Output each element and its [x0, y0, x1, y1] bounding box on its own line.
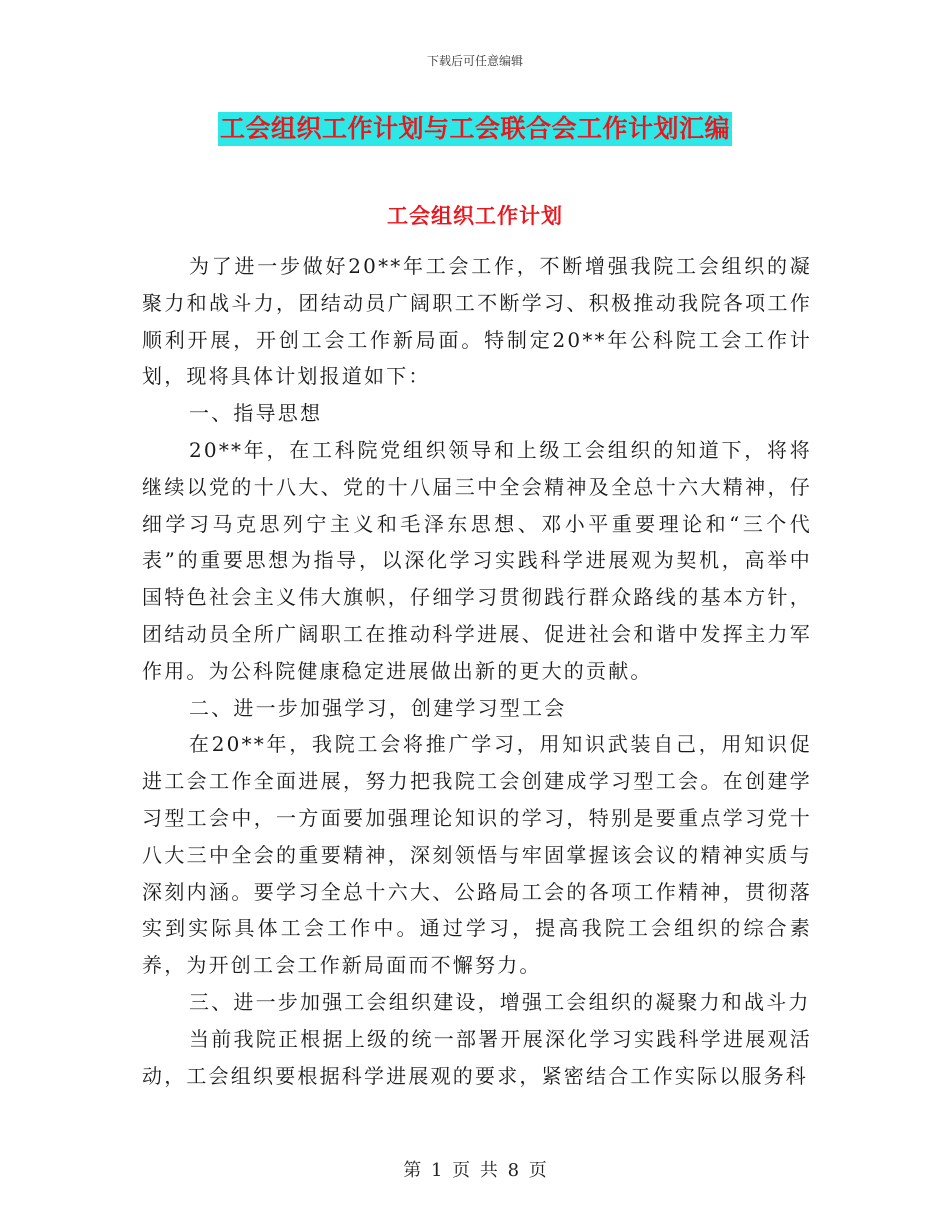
main-title-wrap: [0, 112, 950, 146]
paragraph-intro: 为了进一步做好20**年工会工作，不断增强我院工会组织的凝聚力和战斗力，团结动员广阔职工不断学习、积极推动我院各项工作顺利开展，开创工会工作新局面。特制定20**年公科院工会工作计划，现将具体计划报道如下：: [142, 254, 812, 389]
paragraph-learning-union: 在20**年，我院工会将推广学习，用知识武装自己，用知识促进工会工作全面进展，努力把我院工会创建成学习型工会。在创建学习型工会中，一方面要加强理论知识的学习，特别是要重点学习党十八大三中全会的重要精神，深刻领悟与牢固掌握该会议的精神实质与深刻内涵。要学习全总十六大、公路局工会的各项工作精神，贯彻落实到实际具体工会工作中。通过学习，提高我院工会组织的综合素养，为开创工会工作新局面而不懈努力。: [142, 732, 812, 978]
body-text: [142, 248, 812, 1094]
heading-learning-union: 二、进一步加强学习，创建学习型工会: [189, 695, 567, 720]
heading-organization-building: 三、进一步加强工会组织建设，增强工会组织的凝聚力和战斗力: [189, 989, 811, 1014]
main-title: 工会组织工作计划与工会联合会工作计划汇编: [218, 112, 732, 146]
page-number-footer: 第 1 页 共 8 页: [403, 1160, 547, 1181]
paragraph-guiding-ideology: 20**年，在工科院党组织领导和上级工会组织的知道下，将将继续以党的十八大、党的十八届三中全会精神及全总十六大精神，仔细学习马克思列宁主义和毛泽东思想、邓小平重要理论和“三个代表”的重要思想为指导，以深化学习实践科学进展观为契机，高举中国特色社会主义伟大旗帜，仔细学习贯彻践行群众路线的基本方针，团结动员全所广阔职工在推动科学进展、促进社会和谐中发挥主力军作用。为公科院健康稳定进展做出新的更大的贡献。: [142, 437, 812, 683]
section-title: 工会组织工作计划: [387, 204, 563, 228]
header-note: 下载后可任意编辑: [426, 54, 523, 68]
paragraph-organization-building: 当前我院正根据上级的统一部署开展深化学习实践科学进展观活动，工会组织要根据科学进展观的要求，紧密结合工作实际以服务科: [142, 1026, 812, 1088]
heading-guiding-ideology: 一、指导思想: [189, 401, 323, 426]
